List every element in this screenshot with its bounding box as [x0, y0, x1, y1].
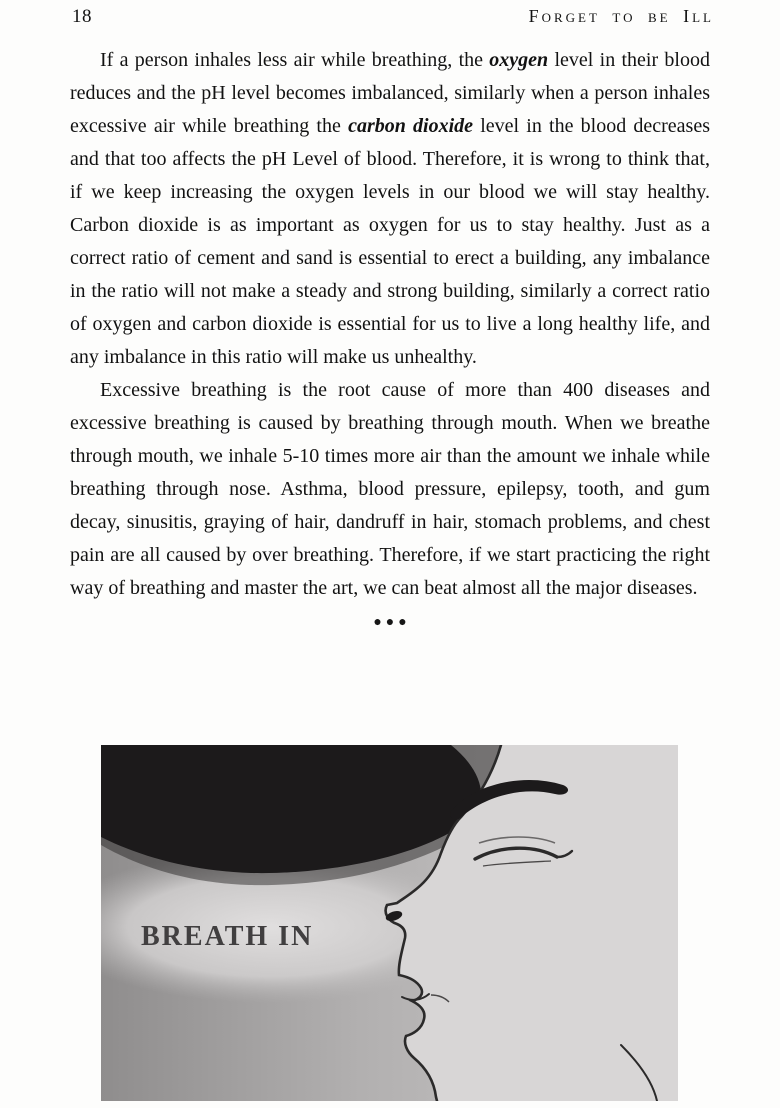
emphasized-term: carbon dioxide — [348, 115, 474, 137]
section-separator-dots: ●●● — [373, 615, 411, 630]
breath-in-label: BREATH IN — [141, 921, 314, 952]
page-header — [72, 6, 714, 28]
running-head: Forget to be Ill — [528, 6, 714, 26]
breath-illustration — [101, 745, 678, 1101]
breath-illustration-svg — [101, 745, 678, 1101]
page-number: 18 — [72, 6, 92, 27]
emphasized-term: oxygen — [489, 49, 549, 71]
paragraph — [70, 44, 710, 374]
paragraph-block — [70, 44, 710, 605]
paragraph — [70, 374, 710, 605]
text-segment: level in the blood decreases and that too affects the pH Level of blood. Therefore, it is wrong to think that, if we keep increasing the oxygen levels in our blood we will stay healthy. Carbon dioxide is as important as oxygen for us to stay healthy. Just as a correct ratio of cement and sand is essential to erect a building, any imbalance in the ratio will not make a steady and strong building, similarly a correct ratio of oxygen and carbon dioxide is essential for us to live a long healthy life, and any imbalance in this ratio will make us unhealthy. — [70, 115, 710, 368]
text-segment: level in their blood reduces and the pH level becomes imbalanced, similarly when a person inhales excessive air while breathing the — [70, 49, 710, 137]
text-column — [70, 44, 710, 631]
text-segment: Excessive breathing is the root cause of more than 400 diseases and excessive breathing is caused by breathing through mouth. When we breathe through mouth, we inhale 5-10 times more air than the amount we inhale while breathing through nose. Asthma, blood pressure, epilepsy, tooth, and gum decay, sinusitis, graying of hair, dandruff in hair, stomach problems, and chest pain are all caused by over breathing. Therefore, if we start practicing the right way of breathing and master the art, we can beat almost all the major diseases. — [70, 379, 710, 599]
text-segment: If a person inhales less air while breathing, the — [100, 49, 490, 71]
